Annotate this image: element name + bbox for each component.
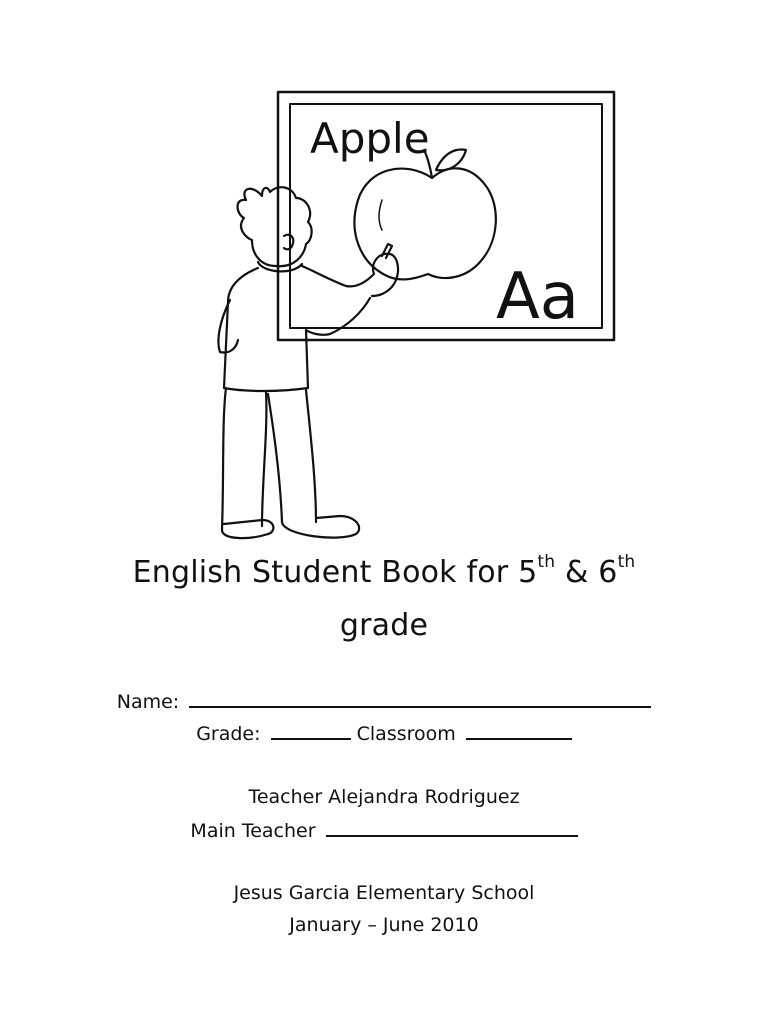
- book-title-line2: grade: [339, 608, 429, 643]
- school-dates: January – June 2010: [289, 914, 479, 936]
- main-teacher-row: [0, 817, 768, 842]
- title-part2: & 6: [555, 555, 618, 590]
- classroom-blank[interactable]: [466, 720, 572, 740]
- name-label: Name:: [116, 691, 180, 713]
- grade-label: Grade:: [196, 723, 261, 745]
- classroom-label: Classroom: [356, 723, 456, 745]
- name-blank[interactable]: [189, 688, 651, 708]
- name-row: [0, 688, 768, 713]
- board-letters: Aa: [496, 260, 579, 334]
- main-teacher-label: Main Teacher: [190, 820, 316, 842]
- main-teacher-blank[interactable]: [326, 817, 578, 837]
- title-part1: English Student Book for 5: [132, 555, 538, 590]
- title-sup2: th: [617, 552, 636, 572]
- boy-drawing: [218, 187, 398, 538]
- book-title-line1: [0, 552, 768, 590]
- teacher-line: Teacher Alejandra Rodriguez: [248, 786, 520, 808]
- board-word: Apple: [310, 114, 430, 163]
- title-sup1: th: [537, 552, 556, 572]
- grade-blank[interactable]: [271, 720, 351, 740]
- grade-classroom-row: [0, 720, 768, 745]
- school-name: Jesus Garcia Elementary School: [233, 882, 535, 904]
